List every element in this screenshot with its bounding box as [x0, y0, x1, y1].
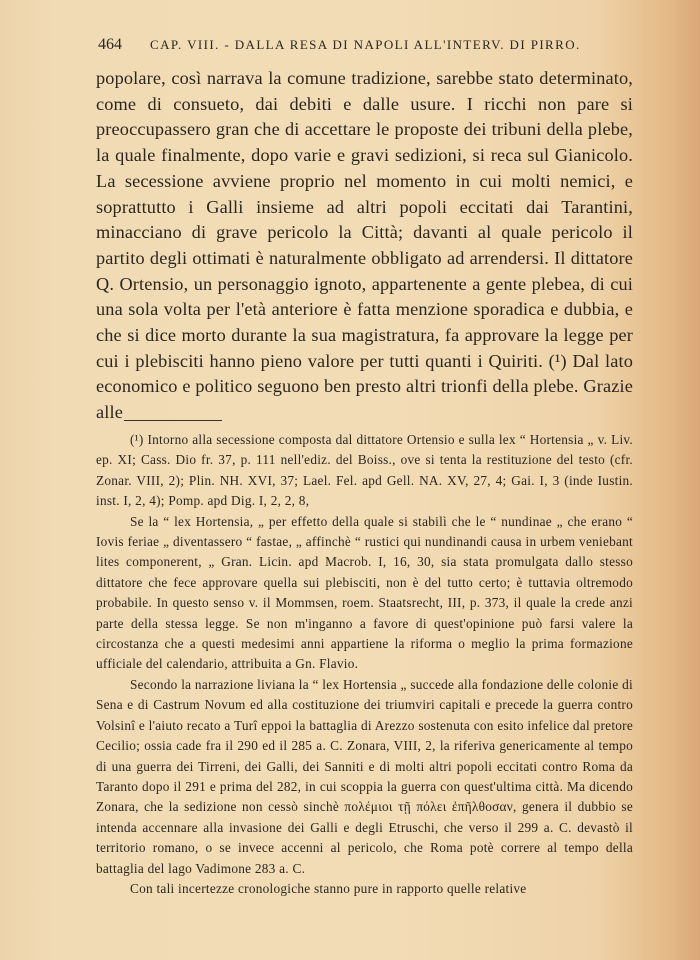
page-number: 464	[98, 36, 122, 53]
body-paragraph: popolare, così narrava la comune tradizione, sarebbe stato determinato, come di consueto, dai debiti e dalle usure. I ricchi non pare si preoccupassero gran che di accettare le proposte dei tribuni della plebe, la quale finalmente, dopo varie e gravi sedizioni, si reca sul Gianicolo. La secessione avviene proprio nel momento in cui molti nemici, e soprattutto i Galli insieme ad altri popoli eccitati dai Tarantini, minacciano di grave pericolo la Città; davanti al quale pericolo il partito degli ottimati è naturalmente obbligato ad arrendersi. Il dittatore Q. Ortensio, un personaggio ignoto, appartenente a gente plebea, di cui una sola volta per l'età anteriore è fatta menzione sporadica e dubbia, e che si dice morto durante la sua magistratura, fa approvare la legge per cui i plebisciti hanno pieno valore per tutti quanti i Quiriti. (¹) Dal lato economico e politico seguono ben presto altri trionfi della plebe. Grazie alle	[96, 68, 633, 423]
footnote-paragraph: (¹) Intorno alla secessione composta dal dittatore Ortensio e sulla lex “ Hortensia „ v. Liv. ep. XI; Cass. Dio fr. 37, p. 111 nell'ediz. del Boiss., ove si tenta la restituzione del testo (cfr. Zonar. VIII, 2); Plin. NH. XVI, 37; Lael. Fel. apd Gell. NA. XV, 27, 4; Gai. I, 3 (inde Iustin. inst. I, 2, 4); Pomp. apd Dig. I, 2, 2, 8,	[96, 432, 633, 509]
page-header	[98, 36, 652, 54]
footnote-paragraph: Se la “ lex Hortensia, „ per effetto della quale si stabilì che le “ nundinae „ che erano “ Iovis feriae „ diventassero “ fastae, „ affinchè “ rustici qui nundinandi causa in urbem veniebant lites componerent, „ Gran. Licin. apd Macrob. I, 16, 30, sia stata promulgata dallo stesso dittatore che fece approvare quella sui plebisciti, non è del tutto certo; è tuttavia oltremodo probabile. In questo senso v. il Mommsen, roem. Staatsrecht, III, p. 373, il quale la crede anzi parte della stessa legge. Se non m'inganno a favore di quest'opinione può farsi valere la circostanza che a questi medesimi anni appartiene la riforma o meglio la prima formazione ufficiale del calendario, attribuita a Gn. Flavio.	[96, 513, 633, 672]
footnotes	[96, 430, 633, 899]
footnote-paragraph: Con tali incertezze cronologiche stanno pure in rapporto quelle relative	[130, 880, 527, 896]
footnote-paragraph: Secondo la narrazione liviana la “ lex Hortensia „ succede alla fondazione delle colonie di Sena e di Castrum Novum ed alla costituzione dei triumviri capitali e precede la guerra contro Volsinî e l'aiuto recato a Turî eppoi la battaglia di Arezzo sostenuta con esito infelice dal pretore Cecilio; ossia cade fra il 290 ed il 285 a. C. Zonara, VIII, 2, la riferiva genericamente al tempo di una guerra dei Tirreni, dei Galli, dei Sanniti e di molti altri popoli eccitati contro Roma da Taranto dopo il 291 e prima del 282, in cui scoppia la guerra con quest'ultima città. Ma dicendo Zonara, che la sedizione non cessò sinchè πολέμιοι τῇ πόλει ἐπῆλθοσαν, genera il dubbio se intenda accennare alla invasione dei Galli e degli Etruschi, che verso il 299 a. C. devastò il territorio romano, o se invece accenni al pericolo, che Roma potè correre al tempo della battaglia del lago Vadimone 283 a. C.	[96, 676, 633, 876]
running-title: CAP. VIII. - DALLA RESA DI NAPOLI ALL'INTERV. DI PIRRO.	[150, 37, 581, 52]
main-text	[96, 66, 633, 426]
footnote-separator	[124, 420, 222, 421]
